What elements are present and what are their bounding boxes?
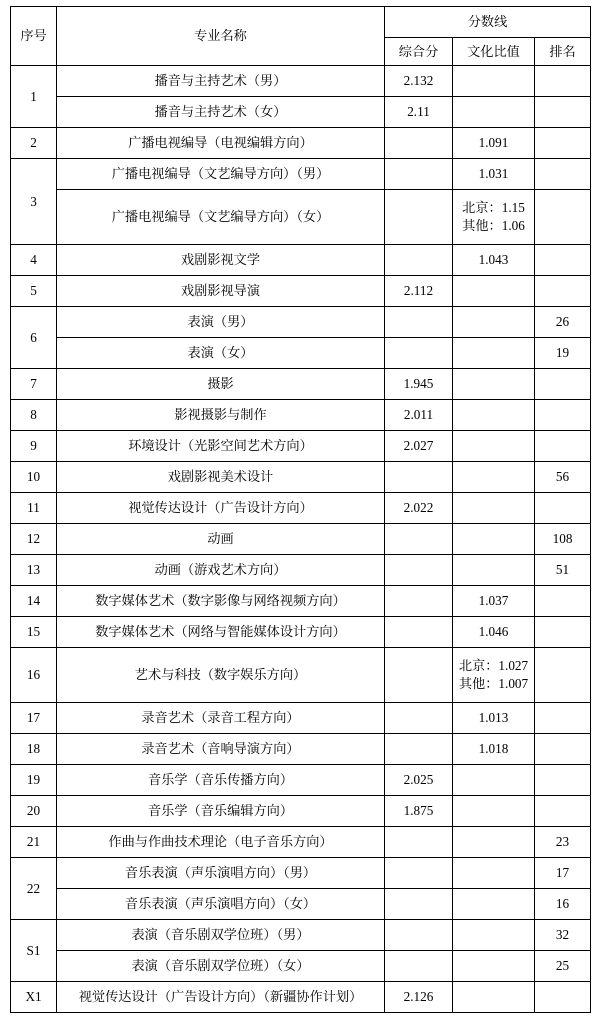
composite-score-cell bbox=[385, 951, 453, 982]
rank-cell bbox=[535, 190, 591, 245]
table-row bbox=[11, 493, 591, 524]
composite-score-cell: 2.126 bbox=[385, 982, 453, 1013]
row-index-cell: 3 bbox=[11, 159, 57, 245]
rank-cell bbox=[535, 400, 591, 431]
culture-ratio-cell bbox=[453, 951, 535, 982]
column-header-score-line-group: 分数线 bbox=[385, 7, 591, 38]
table-row bbox=[11, 97, 591, 128]
composite-score-cell bbox=[385, 827, 453, 858]
culture-ratio-cell bbox=[453, 97, 535, 128]
row-index-cell: X1 bbox=[11, 982, 57, 1013]
major-name-cell: 广播电视编导（文艺编导方向）（男） bbox=[57, 159, 385, 190]
culture-ratio-cell bbox=[453, 462, 535, 493]
table-row bbox=[11, 555, 591, 586]
composite-score-cell bbox=[385, 159, 453, 190]
rank-cell bbox=[535, 703, 591, 734]
composite-score-cell bbox=[385, 190, 453, 245]
column-header-rank: 排名 bbox=[535, 38, 591, 66]
table-row bbox=[11, 920, 591, 951]
row-index-cell: 12 bbox=[11, 524, 57, 555]
row-index-cell: 13 bbox=[11, 555, 57, 586]
composite-score-cell bbox=[385, 462, 453, 493]
row-index-cell: 21 bbox=[11, 827, 57, 858]
major-name-cell: 视觉传达设计（广告设计方向）（新疆协作计划） bbox=[57, 982, 385, 1013]
culture-ratio-cell: 北京：1.027 其他：1.007 bbox=[453, 648, 535, 703]
row-index-cell: 17 bbox=[11, 703, 57, 734]
composite-score-cell: 1.945 bbox=[385, 369, 453, 400]
major-name-cell: 表演（音乐剧双学位班）（男） bbox=[57, 920, 385, 951]
composite-score-cell bbox=[385, 555, 453, 586]
culture-ratio-cell bbox=[453, 400, 535, 431]
composite-score-cell: 2.11 bbox=[385, 97, 453, 128]
culture-ratio-cell bbox=[453, 858, 535, 889]
culture-ratio-cell: 北京：1.15 其他：1.06 bbox=[453, 190, 535, 245]
rank-cell: 17 bbox=[535, 858, 591, 889]
culture-ratio-cell: 1.037 bbox=[453, 586, 535, 617]
table-row bbox=[11, 734, 591, 765]
column-header-major: 专业名称 bbox=[57, 7, 385, 66]
major-name-cell: 戏剧影视文学 bbox=[57, 245, 385, 276]
rank-cell bbox=[535, 369, 591, 400]
major-name-cell: 音乐学（音乐传播方向） bbox=[57, 765, 385, 796]
composite-score-cell bbox=[385, 617, 453, 648]
rank-cell bbox=[535, 245, 591, 276]
row-index-cell: 20 bbox=[11, 796, 57, 827]
table-row bbox=[11, 276, 591, 307]
rank-cell: 108 bbox=[535, 524, 591, 555]
table-row bbox=[11, 400, 591, 431]
table-row bbox=[11, 796, 591, 827]
rank-cell bbox=[535, 431, 591, 462]
culture-ratio-cell: 1.013 bbox=[453, 703, 535, 734]
row-index-cell: 4 bbox=[11, 245, 57, 276]
row-index-cell: S1 bbox=[11, 920, 57, 982]
major-name-cell: 表演（男） bbox=[57, 307, 385, 338]
major-name-cell: 作曲与作曲技术理论（电子音乐方向） bbox=[57, 827, 385, 858]
rank-cell bbox=[535, 734, 591, 765]
culture-ratio-cell bbox=[453, 66, 535, 97]
row-index-cell: 6 bbox=[11, 307, 57, 369]
table-row bbox=[11, 245, 591, 276]
table-row bbox=[11, 982, 591, 1013]
rank-cell bbox=[535, 765, 591, 796]
culture-ratio-cell bbox=[453, 431, 535, 462]
culture-ratio-cell bbox=[453, 796, 535, 827]
column-header-culture-ratio: 文化比值 bbox=[453, 38, 535, 66]
rank-cell: 19 bbox=[535, 338, 591, 369]
table-header bbox=[11, 7, 591, 66]
major-name-cell: 动画 bbox=[57, 524, 385, 555]
column-header-index: 序号 bbox=[11, 7, 57, 66]
row-index-cell: 11 bbox=[11, 493, 57, 524]
composite-score-cell bbox=[385, 858, 453, 889]
column-header-composite: 综合分 bbox=[385, 38, 453, 66]
composite-score-cell: 2.025 bbox=[385, 765, 453, 796]
table-row bbox=[11, 431, 591, 462]
composite-score-cell bbox=[385, 245, 453, 276]
rank-cell: 16 bbox=[535, 889, 591, 920]
culture-ratio-cell bbox=[453, 276, 535, 307]
row-index-cell: 18 bbox=[11, 734, 57, 765]
major-name-cell: 数字媒体艺术（网络与智能媒体设计方向） bbox=[57, 617, 385, 648]
composite-score-cell bbox=[385, 889, 453, 920]
row-index-cell: 14 bbox=[11, 586, 57, 617]
row-index-cell: 2 bbox=[11, 128, 57, 159]
major-name-cell: 环境设计（光影空间艺术方向） bbox=[57, 431, 385, 462]
major-name-cell: 表演（女） bbox=[57, 338, 385, 369]
rank-cell bbox=[535, 648, 591, 703]
culture-ratio-cell bbox=[453, 889, 535, 920]
major-name-cell: 录音艺术（音响导演方向） bbox=[57, 734, 385, 765]
table-row bbox=[11, 307, 591, 338]
table-row bbox=[11, 462, 591, 493]
culture-ratio-cell bbox=[453, 920, 535, 951]
rank-cell bbox=[535, 586, 591, 617]
culture-ratio-cell: 1.031 bbox=[453, 159, 535, 190]
row-index-cell: 15 bbox=[11, 617, 57, 648]
culture-ratio-cell: 1.046 bbox=[453, 617, 535, 648]
table-row bbox=[11, 858, 591, 889]
row-index-cell: 9 bbox=[11, 431, 57, 462]
major-name-cell: 视觉传达设计（广告设计方向） bbox=[57, 493, 385, 524]
rank-cell bbox=[535, 276, 591, 307]
rank-cell bbox=[535, 493, 591, 524]
rank-cell: 26 bbox=[535, 307, 591, 338]
major-name-cell: 播音与主持艺术（男） bbox=[57, 66, 385, 97]
rank-cell bbox=[535, 128, 591, 159]
rank-cell: 23 bbox=[535, 827, 591, 858]
major-name-cell: 影视摄影与制作 bbox=[57, 400, 385, 431]
table-row bbox=[11, 951, 591, 982]
culture-ratio-cell bbox=[453, 555, 535, 586]
major-name-cell: 戏剧影视导演 bbox=[57, 276, 385, 307]
rank-cell bbox=[535, 617, 591, 648]
row-index-cell: 1 bbox=[11, 66, 57, 128]
rank-cell bbox=[535, 97, 591, 128]
rank-cell: 56 bbox=[535, 462, 591, 493]
row-index-cell: 5 bbox=[11, 276, 57, 307]
table-row bbox=[11, 765, 591, 796]
composite-score-cell bbox=[385, 307, 453, 338]
culture-ratio-cell: 1.018 bbox=[453, 734, 535, 765]
culture-ratio-cell bbox=[453, 369, 535, 400]
major-name-cell: 广播电视编导（文艺编导方向）（女） bbox=[57, 190, 385, 245]
rank-cell: 51 bbox=[535, 555, 591, 586]
composite-score-cell bbox=[385, 524, 453, 555]
rank-cell bbox=[535, 159, 591, 190]
major-name-cell: 广播电视编导（电视编辑方向） bbox=[57, 128, 385, 159]
culture-ratio-cell bbox=[453, 493, 535, 524]
major-name-cell: 动画（游戏艺术方向） bbox=[57, 555, 385, 586]
major-name-cell: 数字媒体艺术（数字影像与网络视频方向） bbox=[57, 586, 385, 617]
table-row bbox=[11, 369, 591, 400]
rank-cell bbox=[535, 66, 591, 97]
row-index-cell: 19 bbox=[11, 765, 57, 796]
rank-cell bbox=[535, 982, 591, 1013]
culture-ratio-cell bbox=[453, 524, 535, 555]
culture-ratio-cell bbox=[453, 982, 535, 1013]
major-name-cell: 播音与主持艺术（女） bbox=[57, 97, 385, 128]
table-row bbox=[11, 827, 591, 858]
composite-score-cell: 2.011 bbox=[385, 400, 453, 431]
table-row bbox=[11, 586, 591, 617]
row-index-cell: 16 bbox=[11, 648, 57, 703]
table-row bbox=[11, 524, 591, 555]
major-name-cell: 表演（音乐剧双学位班）（女） bbox=[57, 951, 385, 982]
major-name-cell: 摄影 bbox=[57, 369, 385, 400]
major-name-cell: 艺术与科技（数字娱乐方向） bbox=[57, 648, 385, 703]
major-name-cell: 录音艺术（录音工程方向） bbox=[57, 703, 385, 734]
rank-cell bbox=[535, 796, 591, 827]
composite-score-cell bbox=[385, 703, 453, 734]
composite-score-cell bbox=[385, 648, 453, 703]
composite-score-cell: 2.027 bbox=[385, 431, 453, 462]
table-row bbox=[11, 66, 591, 97]
major-name-cell: 音乐学（音乐编辑方向） bbox=[57, 796, 385, 827]
table-row bbox=[11, 889, 591, 920]
table-row bbox=[11, 703, 591, 734]
table-row bbox=[11, 617, 591, 648]
composite-score-cell bbox=[385, 338, 453, 369]
major-name-cell: 戏剧影视美术设计 bbox=[57, 462, 385, 493]
score-line-table bbox=[10, 6, 591, 1013]
culture-ratio-cell: 1.091 bbox=[453, 128, 535, 159]
table-row bbox=[11, 648, 591, 703]
major-name-cell: 音乐表演（声乐演唱方向）（男） bbox=[57, 858, 385, 889]
rank-cell: 25 bbox=[535, 951, 591, 982]
composite-score-cell: 2.132 bbox=[385, 66, 453, 97]
culture-ratio-cell bbox=[453, 827, 535, 858]
row-index-cell: 7 bbox=[11, 369, 57, 400]
row-index-cell: 8 bbox=[11, 400, 57, 431]
table-row bbox=[11, 159, 591, 190]
rank-cell: 32 bbox=[535, 920, 591, 951]
composite-score-cell bbox=[385, 920, 453, 951]
composite-score-cell bbox=[385, 128, 453, 159]
culture-ratio-cell bbox=[453, 338, 535, 369]
composite-score-cell bbox=[385, 734, 453, 765]
composite-score-cell bbox=[385, 586, 453, 617]
table-row bbox=[11, 128, 591, 159]
culture-ratio-cell bbox=[453, 765, 535, 796]
row-index-cell: 22 bbox=[11, 858, 57, 920]
composite-score-cell: 2.112 bbox=[385, 276, 453, 307]
composite-score-cell: 2.022 bbox=[385, 493, 453, 524]
row-index-cell: 10 bbox=[11, 462, 57, 493]
table-body bbox=[11, 66, 591, 1013]
table-row bbox=[11, 190, 591, 245]
major-name-cell: 音乐表演（声乐演唱方向）（女） bbox=[57, 889, 385, 920]
culture-ratio-cell bbox=[453, 307, 535, 338]
composite-score-cell: 1.875 bbox=[385, 796, 453, 827]
culture-ratio-cell: 1.043 bbox=[453, 245, 535, 276]
table-row bbox=[11, 338, 591, 369]
